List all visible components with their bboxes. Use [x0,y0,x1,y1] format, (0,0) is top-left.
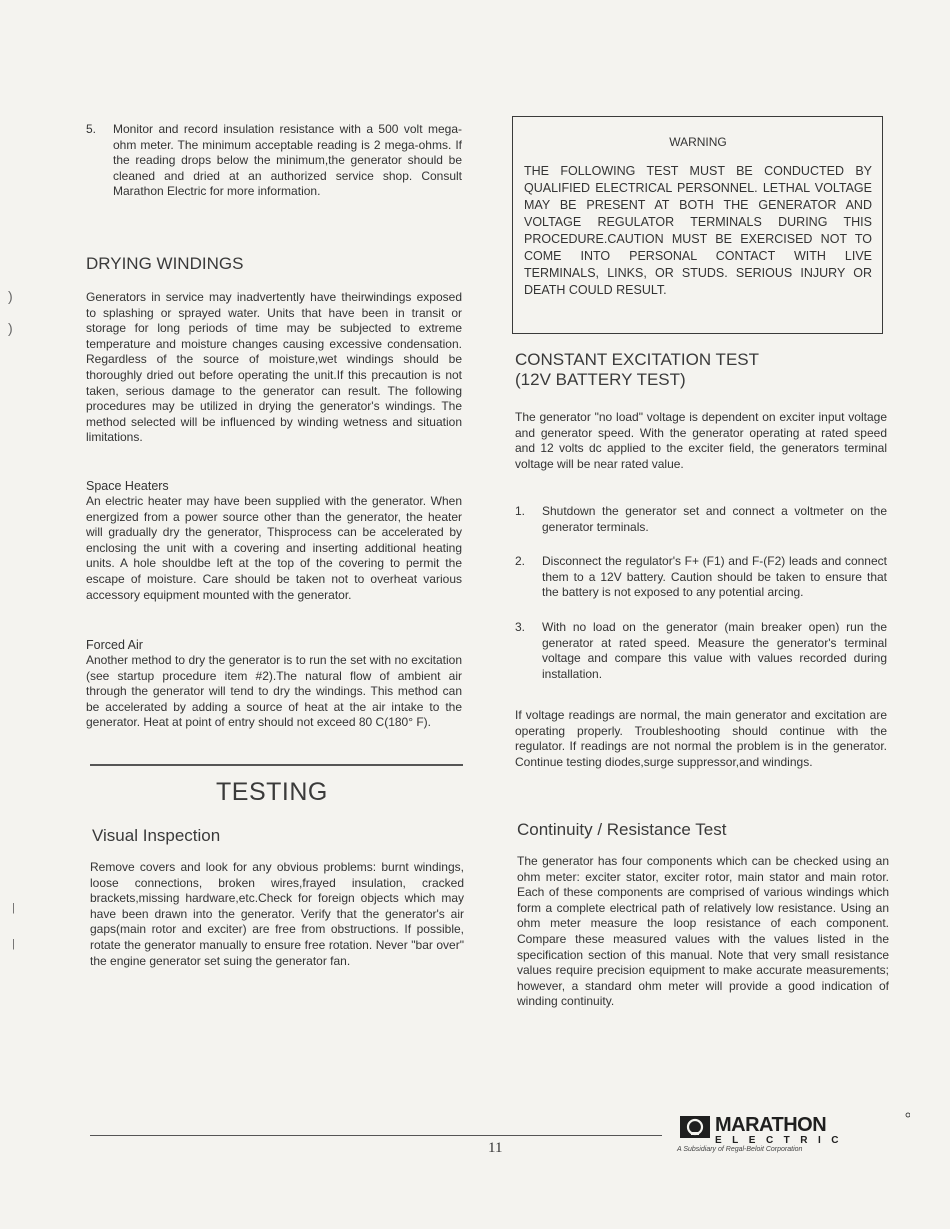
space-heaters-text: An electric heater may have been supplied with the generator. When energized from a power source other than the generator, the heater will gradually dry the generator, Thisprocess can be accelerated by enclosing the unit with a covering and inserting additional heating units. A hole shouldbe left at the top of the covering to permit the escape of moisture. Care should be taken not to overheat various accessory equipment mounted with the generator. [86,494,462,602]
forced-air-heading: Forced Air [86,638,143,652]
testing-divider [90,764,463,766]
visual-inspection-text: Remove covers and look for any obvious problems: burnt windings, loose connections, broken wires,frayed insulation, cracked brackets,missing hardware,etc.Check for foreign objects which may have been drawn into the generator. Verify that the generator's air gaps(main rotor and exciter) are free from obstructions. If possible, rotate the generator manually to ensure free rotation. Never "bar over" the engine generator set suing the generator fan. [90,860,464,968]
warning-text: THE FOLLOWING TEST MUST BE CONDUCTED BY QUALIFIED ELECTRICAL PERSONNEL. LETHAL VOLTAGE MAY BE PRESENT AT BOTH THE GENERATOR AND VOLTAGE REGULATOR TERMINALS DURING THIS PROCEDURE.CAUTION MUST BE EXERCISED NOT TO COME INTO PERSONAL CONTACT WITH LIVE TERMINALS, LINKS, OR STUDS. SERIOUS INJURY OR DEATH COULD RESULT. [524,164,872,297]
constant-excitation-steps [515,504,887,682]
logo-tagline: A Subsidiary of Regal-Beloit Corporation [677,1146,803,1153]
space-heaters-heading: Space Heaters [86,479,169,493]
visual-inspection-heading: Visual Inspection [92,826,221,845]
list-item [515,504,887,535]
constant-excitation-outro: If voltage readings are normal, the main generator and excitation are operating properly. Troubleshooting should continue with the regulator. If readings are not normal the problem is in the generator. Continue testing diodes,surge suppressor,and windings. [515,708,887,769]
drying-windings-heading: DRYING WINDINGS [86,254,244,273]
margin-mark: ) [8,288,13,304]
testing-title: TESTING [216,778,328,806]
warning-box [512,116,883,334]
continuity-resistance-text: The generator has four components which can be checked using an ohm meter: exciter stator, exciter rotor, main stator and main rotor. Each of these components are comprised of various windings which form a complete electrical path of relatively low resistance. Using an ohm meter measure the loop resistance of each component. Compare these measured values with the values listed in the specification section of this manual. Note that very small resistance values require precision equipment to make accurate measurements; however, a standard ohm meter will provide a good indication of winding continuity. [517,854,889,1009]
step-text: Shutdown the generator set and connect a voltmeter on the generator terminals. [542,504,887,534]
step-text: Monitor and record insulation resistance with a 500 volt mega-ohm meter. The minimum acceptable reading is 2 mega-ohms. If the reading drops below the minimum,the generator should be cleaned and dried at an authorized service shop. Consult Marathon Electric for more information. [113,122,462,199]
step-number: 2. [515,554,526,569]
constant-excitation-heading [515,350,887,390]
list-item [515,554,887,601]
step-text: With no load on the generator (main breaker open) run the generator at rated speed. Measure the generator's terminal voltage and compare this value with values recorded during installation. [542,619,887,681]
insulation-step-5 [86,122,462,200]
constant-excitation-heading-line-1: CONSTANT EXCITATION TEST [515,350,760,369]
svg-text:ELECTRIC: ELECTRIC [715,1135,849,1146]
svg-text:MARATHON: MARATHON [715,1114,827,1136]
drying-windings-text: Generators in service may inadvertently have theirwindings exposed to splashing or sprayed water. Units that have been in transit or storage for long periods of time may be subjected to extreme temperature and moisture changes causing excessive condensation. Regardless of the source of moisture,wet windings should be thoroughly dried out before operating the unit.If this precaution is not taken, serious damage to the generator can result. The following procedures may be utilized in drying the generator's windings. The method selected will be influenced by winding wetness and situation limitations. [86,290,462,445]
constant-excitation-heading-line-2: (12V BATTERY TEST) [515,370,686,389]
page-number: 11 [488,1140,503,1156]
marathon-electric-logo-icon [680,1112,910,1172]
step-number: 5. [86,122,97,136]
constant-excitation-intro: The generator "no load" voltage is dependent on exciter input voltage and generator speed. With the generator operating at rated speed and 12 volts dc applied to the exciter field, the generators terminal voltage will be near rated value. [515,410,887,471]
margin-mark: | [12,902,15,914]
step-text: Disconnect the regulator's F+ (F1) and F-(F2) leads and connect them to a 12V battery. Caution should be taken to ensure that the battery is not exposed to any potential arcing. [542,554,887,600]
margin-mark: | [12,938,15,950]
footer-divider [90,1135,662,1136]
forced-air-text: Another method to dry the generator is to run the set with no excitation (see startup procedure item #2).The natural flow of ambient air through the generator will tend to dry the windings. This method can be accelerated by adding a source of heat at the air intake to the generator. Heat at point of entry should not exceed 80 C(180° F). [86,653,462,730]
list-item [515,620,887,682]
step-number: 3. [515,619,526,634]
step-number: 1. [515,504,526,518]
continuity-resistance-heading: Continuity / Resistance Test [517,820,727,839]
warning-title: WARNING [669,135,727,149]
margin-mark: ) [8,320,13,336]
